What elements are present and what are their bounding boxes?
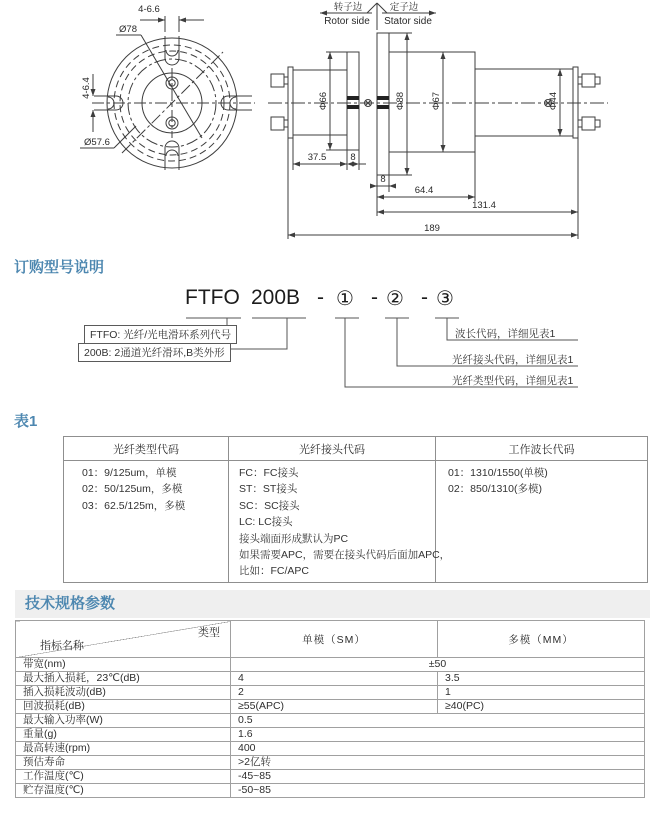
section-title-table1: 表1	[14, 413, 38, 430]
dim-label: Φ67	[431, 91, 442, 111]
spec-value-merged: >2亿转	[231, 756, 645, 770]
dim-label: 8	[380, 174, 386, 185]
stator-side-label-cn: 定子边	[389, 2, 419, 13]
spec-value-mm: ≥40(PC)	[438, 700, 645, 714]
side-view-drawing	[268, 3, 608, 239]
section-title-specs: 技术规格参数	[25, 595, 116, 612]
callout-wavelength-code: 波长代码，详细见表1	[455, 328, 556, 340]
model-series: 200B	[251, 286, 301, 309]
spec-label: 预估寿命	[16, 756, 231, 770]
code-line: FC：FC接头	[239, 467, 299, 479]
spec-row	[16, 686, 645, 700]
spec-label: 插入损耗波动(dB)	[16, 686, 231, 700]
code-line: 02：850/1310(多模)	[448, 483, 542, 496]
spec-value-merged: -50~85	[231, 784, 645, 798]
spec-table	[15, 620, 645, 798]
spec-value-merged: 1.6	[231, 728, 645, 742]
spec-row	[16, 770, 645, 784]
dim-label: 64.4	[414, 185, 434, 196]
dim-label: 4-6.6	[138, 4, 160, 15]
code-line: 03：62.5/125m，多模	[82, 499, 186, 512]
code-line: LC: LC接头	[239, 516, 293, 529]
spec-row	[16, 742, 645, 756]
wavelength-codes-cell	[436, 461, 648, 583]
spec-value-sm: 4	[231, 672, 438, 686]
callout-connector-code: 光纤接头代码，详细见表1	[452, 354, 574, 366]
model-code2: ②	[386, 288, 404, 310]
callout-series-box: 200B: 2通道光纤滑环,B类外形	[78, 343, 231, 362]
code-line: 01：9/125um，单模	[82, 467, 177, 479]
spec-label: 最高转速(rpm)	[16, 742, 231, 756]
dim-label: Ø57.6	[84, 137, 110, 148]
spec-row	[16, 658, 645, 672]
table1	[63, 436, 648, 583]
table1-header-fiber-type: 光纤类型代码	[64, 437, 229, 461]
table1-header-connector: 光纤接头代码	[229, 437, 436, 461]
dim-label: 131.4	[472, 200, 496, 211]
model-dash: -	[371, 286, 378, 309]
spec-label: 重量(g)	[16, 728, 231, 742]
corner-label-type: 类型	[198, 627, 220, 639]
technical-drawing	[0, 0, 667, 250]
corner-label-parameter: 指标名称	[40, 640, 84, 652]
spec-value-sm: 2	[231, 686, 438, 700]
code-line: SC：SC接头	[239, 499, 300, 512]
dim-label: Φ88	[395, 91, 406, 111]
table1-body-row	[64, 461, 648, 583]
model-code1: ①	[336, 288, 354, 310]
spec-label: 贮存温度(℃)	[16, 784, 231, 798]
spec-value-mm: 3.5	[438, 672, 645, 686]
spec-row	[16, 714, 645, 728]
spec-value-merged: -45~85	[231, 770, 645, 784]
model-family: FTFO	[185, 286, 240, 309]
spec-header-sm: 单模（SM）	[231, 621, 438, 658]
side-view-labels	[308, 1, 559, 234]
spec-label: 回波损耗(dB)	[16, 700, 231, 714]
fiber-type-codes-cell	[64, 461, 229, 583]
code-line: ST：ST接头	[239, 483, 298, 496]
table1-header-wavelength: 工作波长代码	[436, 437, 648, 461]
stator-side-label-en: Stator side	[384, 16, 432, 27]
spec-label: 最大插入损耗，23℃(dB)	[16, 672, 231, 686]
dim-label: 189	[424, 223, 440, 234]
code-line: 比如：FC/APC	[239, 565, 310, 578]
model-dash: -	[317, 286, 324, 309]
section-title-ordering: 订购型号说明	[14, 259, 105, 276]
spec-section-bar	[15, 590, 650, 618]
spec-row	[16, 700, 645, 714]
model-code3: ③	[436, 288, 454, 310]
table1-header-row	[64, 437, 648, 461]
spec-row	[16, 756, 645, 770]
spec-value-sm: ≥55(APC)	[231, 700, 438, 714]
dim-label: 37.5	[307, 152, 327, 163]
dim-label: 8	[350, 152, 356, 163]
code-line: 01：1310/1550(单模)	[448, 467, 548, 479]
spec-header-row	[16, 621, 645, 658]
code-line: 如果需要APC，需要在接头代码后面加APC，	[239, 549, 451, 562]
spec-value-merged: 0.5	[231, 714, 645, 728]
dim-label: Φ66	[318, 91, 329, 111]
rotor-side-label-en: Rotor side	[324, 16, 370, 27]
model-dash: -	[421, 286, 428, 309]
spec-row	[16, 672, 645, 686]
code-line: 02：50/125um，多模	[82, 483, 183, 496]
spec-label: 最大输入功率(W)	[16, 714, 231, 728]
spec-row	[16, 728, 645, 742]
spec-label: 带宽(nm)	[16, 658, 231, 672]
dim-label: 4-6.4	[81, 77, 92, 99]
code-line: 接头端面形成默认为PC	[239, 532, 349, 545]
spec-value-mm: 1	[438, 686, 645, 700]
spec-value-merged: 400	[231, 742, 645, 756]
spec-label: 工作温度(℃)	[16, 770, 231, 784]
spec-value-merged: ±50	[231, 658, 645, 672]
rotor-side-label-cn: 转子边	[333, 2, 363, 13]
spec-corner-cell	[16, 621, 231, 658]
spec-header-mm: 多模（MM）	[438, 621, 645, 658]
dim-label: Φ44	[548, 91, 559, 111]
dim-label: Ø78	[119, 24, 137, 35]
callout-family-box: FTFO: 光纤/光电滑环系列代号	[84, 325, 237, 344]
callout-fiber-type-code: 光纤类型代码，详细见表1	[452, 375, 574, 387]
connector-codes-cell	[229, 461, 451, 583]
spec-row	[16, 784, 645, 798]
